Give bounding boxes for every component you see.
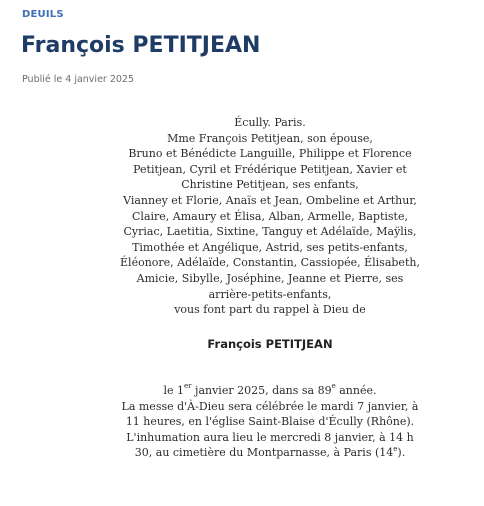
- notice-line: Claire, Amaury et Élisa, Alban, Armelle, Baptiste,: [132, 209, 408, 223]
- burial-prefix: 30, au cimetière du Montparnasse, à Paris (14: [134, 446, 394, 460]
- ceremony-line: L'inhumation aura lieu le mercredi 8 janvier, à 14 h: [126, 430, 414, 444]
- notice-line: arrière-petits-enfants,: [208, 287, 332, 301]
- death-age-text: janvier 2025, dans sa 89: [191, 384, 332, 397]
- ordinal-sup: e: [393, 444, 398, 453]
- category-link[interactable]: DEUILS: [22, 9, 64, 20]
- death-date-line: [120, 383, 420, 399]
- notice-details: [120, 383, 420, 461]
- deceased-name: François PETITJEAN: [207, 337, 333, 351]
- notice-line: Cyriac, Laetitia, Sixtine, Tanguy et Adélaïde, Maÿlis,: [123, 225, 417, 239]
- page-title: François PETITJEAN: [21, 33, 261, 58]
- notice-line: Petitjean, Cyril et Frédérique Petitjean, Xavier et: [133, 162, 407, 176]
- notice-line: Amicie, Sibylle, Joséphine, Jeanne et Pierre, ses: [136, 271, 404, 285]
- death-date-prefix: le 1: [163, 384, 185, 397]
- ordinal-sup: er: [184, 382, 192, 391]
- notice-line: Éléonore, Adélaïde, Constantin, Cassiopée, Élisabeth,: [120, 256, 420, 270]
- notice-line: Vianney et Florie, Anaïs et Jean, Ombeline et Arthur,: [123, 193, 417, 207]
- notice-line: Christine Petitjean, ses enfants,: [181, 178, 359, 192]
- burial-line: [120, 445, 420, 461]
- publish-date: Publié le 4 janvier 2025: [22, 74, 135, 85]
- ceremony-line: 11 heures, en l'église Saint-Blaise d'Écully (Rhône).: [125, 415, 415, 429]
- ordinal-sup: e: [331, 382, 336, 391]
- death-suffix: année.: [335, 384, 377, 397]
- notice-line: Écully. Paris.: [234, 116, 306, 129]
- notice-line: Timothée et Angélique, Astrid, ses petits-enfants,: [132, 240, 408, 254]
- notice-line: Bruno et Bénédicte Languille, Philippe et Florence: [128, 147, 412, 161]
- burial-suffix: ).: [397, 446, 406, 460]
- ceremony-line: La messe d'À-Dieu sera célébrée le mardi 7 janvier, à: [121, 399, 419, 413]
- notice-line: vous font part du rappel à Dieu de: [174, 303, 366, 317]
- notice-line: Mme François Petitjean, son épouse,: [167, 131, 373, 145]
- notice-intro: [120, 115, 420, 318]
